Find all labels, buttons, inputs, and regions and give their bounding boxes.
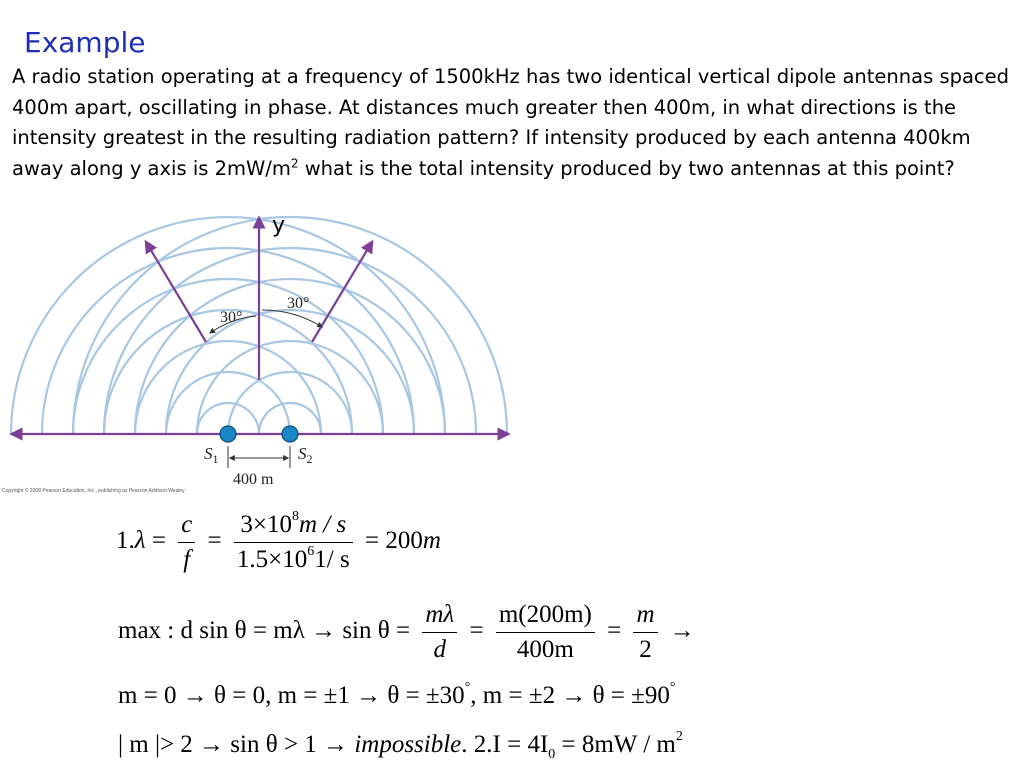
equation-wavelength: 1.λ = $\frac{c}{f}$ = $\frac{3\times 10^8m / s}{1.5\times 10^61/ s}$ = 200m [116, 508, 441, 577]
eq4-subscript: 0 [548, 747, 556, 762]
eq1-frac1-den: f [183, 546, 191, 573]
problem-superscript: 2 [290, 156, 299, 170]
angle-label-right: 30° [287, 295, 310, 312]
source-s1-dot [220, 426, 236, 442]
eq2-frac-mlambda-over-d [422, 598, 457, 667]
y-axis-label: y [272, 213, 286, 238]
eq4-impossible: impossible [354, 731, 462, 758]
eq2-frac-m-over-2 [633, 598, 657, 667]
wavefront-s2-3 [197, 341, 383, 434]
equation-maximum-condition: max : d sin θ = mλ → sin θ = $\frac{m\lambda}{d}$ = $\frac{m(200m)}{400m}$ = $\frac{m}{2}$ → [118, 598, 695, 667]
eq2-tail-arrow: → [669, 617, 695, 645]
eq2-frac1-num: mλ [422, 598, 457, 633]
problem-text-part1: A radio station operating at a frequency of 1500kHz has two identical vertical dipole antennas spaced 400m apart, oscillating in phase. At distances much greater then 400m, in what directions is the intensity greatest in the resulting radiation pattern? If intensity produced by each antenna 400km away along y axis is 2mW/m [12, 65, 1010, 180]
eq4-part3: = 8mW / m [555, 731, 676, 758]
eq1-frac-c-over-f [178, 508, 195, 577]
source-s2-dot [282, 426, 298, 442]
right-max-direction-arrow [312, 242, 372, 342]
eq4-superscript: 2 [675, 729, 683, 744]
eq1-frac-values [234, 508, 353, 577]
eq2-lead: max : [118, 617, 181, 645]
eq1-frac2-num: $3\times 10^8m / s$ [234, 508, 353, 543]
eq1-result-unit: m [422, 527, 441, 555]
problem-text-part2: what is the total intensity produced by two antennas at this point? [298, 156, 955, 180]
eq3-degree1: ° [464, 680, 471, 695]
problem-statement [12, 62, 1012, 184]
eq1-frac1-num: c [178, 508, 195, 543]
source-s1-label: $S_1$ [204, 444, 219, 466]
eq3-part1: m = 0 → θ = 0, m = ±1 → θ = ±30 [118, 682, 465, 709]
eq1-prefix: 1. [116, 527, 135, 555]
eq2-frac-values [496, 598, 595, 667]
eq3-degree2: ° [669, 680, 676, 695]
equation-intensity [118, 729, 683, 762]
eq4-part2: . 2.I = 4I [461, 731, 549, 758]
eq1-frac2-den: $1.5\times 10^61/$ s [236, 544, 350, 573]
equation-angle-solutions [118, 682, 675, 710]
eq4-part1: | m |> 2 → sin θ > 1 → [118, 731, 355, 758]
eq2-frac2-den: 400m [516, 636, 574, 663]
wavefront-s1-3 [135, 341, 321, 434]
eq2-frac2-num: m(200m) [496, 598, 595, 633]
eq1-lambda: λ [134, 527, 146, 555]
eq3-part2: , m = ±2 → θ = ±90 [470, 682, 670, 709]
left-max-direction-arrow [146, 242, 206, 342]
eq2-condition: d sin θ = mλ → sin θ = [180, 617, 411, 645]
eq1-result: 200 [385, 527, 423, 555]
slide-title: Example [24, 26, 146, 59]
eq2-frac3-num: m [633, 598, 657, 633]
eq2-frac3-den: 2 [639, 636, 652, 663]
eq2-frac1-den: d [433, 636, 447, 663]
source-s2-label: $S_2$ [298, 444, 313, 466]
radiation-pattern-figure [0, 200, 520, 500]
spacing-label: 400 m [233, 471, 274, 488]
angle-label-left: 30° [220, 309, 243, 326]
figure-copyright: Copyright © 2008 Pearson Education, Inc., publishing as Pearson Addison-Wesley [2, 488, 185, 494]
